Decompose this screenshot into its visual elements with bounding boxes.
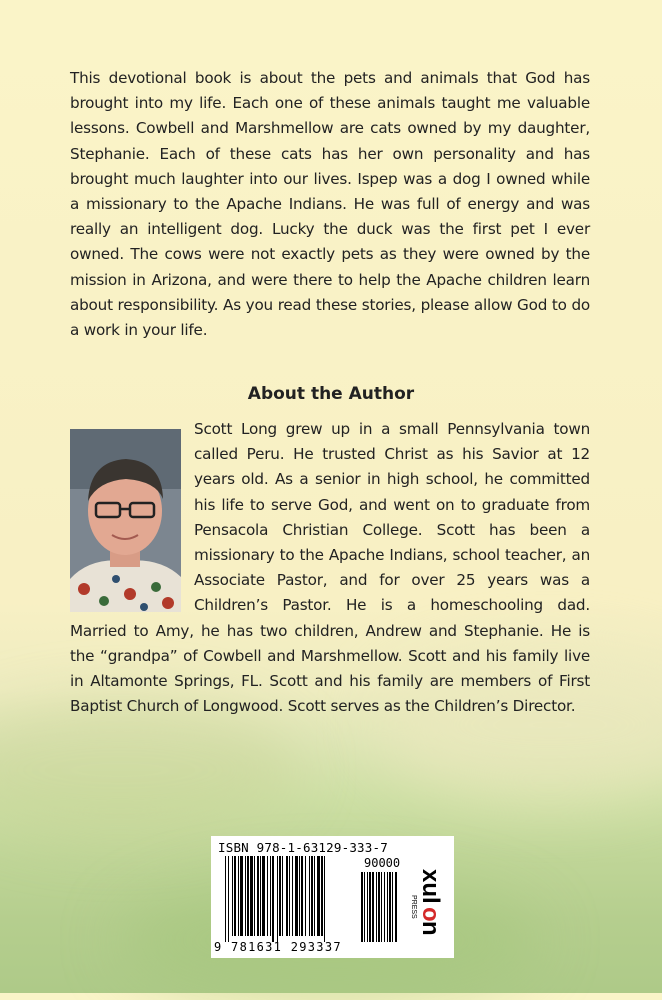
barcode-bar	[260, 856, 261, 936]
addon-barcode-bar	[381, 872, 382, 942]
price-code: 90000	[364, 856, 401, 870]
barcode-bar	[245, 856, 246, 936]
addon-barcode-bar	[364, 872, 365, 942]
intro-paragraph: This devotional book is about the pets and animals that God has brought into my life. Each one of these animals taught me valuable lessons. Cowbell and Marshmellow are cats owned by my daughter, Stephanie. Each of these cats has her own personality and has brought much laughter into our lives. Ispep was a dog I owned while a missionary to the Apache Indians. He was full of energy and was really an intelligent dog. Lucky the duck was the first pet I ever owned. The cows were not exactly pets as they were owned by the mission in Arizona, and were there to help the Apache children learn about responsibility. As you read these stories, please allow God to do a work in your life.	[70, 69, 590, 340]
ean-digits: 9 781631 293337	[214, 940, 342, 954]
barcode-bar	[250, 856, 253, 936]
barcode-bar	[282, 856, 283, 936]
barcode-bar	[238, 856, 239, 936]
addon-barcode-bar	[384, 872, 385, 942]
svg-text:PRESS: PRESS	[410, 895, 417, 919]
barcode-bar	[317, 856, 320, 936]
addon-barcode-bar	[392, 872, 393, 942]
addon-barcode-bar	[395, 872, 397, 942]
svg-text:xul: xul	[417, 869, 444, 904]
author-photo	[70, 429, 181, 612]
barcode-bar	[292, 856, 293, 936]
barcode-bar	[272, 856, 274, 942]
barcode-bar	[309, 856, 310, 936]
barcode-bar	[295, 856, 298, 936]
barcode-bar	[299, 856, 300, 936]
xulon-press-logo	[409, 856, 451, 940]
barcode-bar	[321, 856, 323, 936]
barcode-bar	[286, 856, 288, 936]
barcode-bar	[247, 856, 249, 936]
svg-text:n: n	[417, 921, 444, 936]
barcode-bar	[267, 856, 268, 936]
barcode-bar	[234, 856, 236, 936]
svg-text:o: o	[417, 907, 444, 922]
addon-barcode-bar	[378, 872, 380, 942]
barcode-bar	[254, 856, 255, 936]
barcode-bar	[277, 856, 278, 942]
author-bio: Scott Long grew up in a small Pennsylvania town called Peru. He trusted Christ as his Savior at 12 years old. As a senior in high school, he committed his life to serve God, and went on to graduate from Pensacola Christian College. Scott has been a missionary to the Apache Indians, school teacher, an Associate Pastor, and for over 25 years was a Children’s Pastor. He is a homeschooling dad. Married to Amy, he has two children, Andrew and Stephanie. He is the “grandpa” of Cowbell and Marshmellow. Scott and his family live in Altamonte Springs, FL. Scott and his family are members of First Baptist Church of Longwood. Scott serves as the Children’s Director.	[70, 420, 590, 716]
barcode-bar	[301, 856, 303, 936]
addon-barcode-bar	[389, 872, 391, 942]
barcode-bar	[289, 856, 290, 936]
barcode-label	[211, 836, 454, 958]
barcode-bar	[314, 856, 315, 936]
addon-barcode-bar	[376, 872, 377, 942]
barcode-bar	[311, 856, 313, 936]
author-portrait-illustration	[70, 429, 181, 612]
barcode-bar	[240, 856, 243, 936]
about-author-heading: About the Author	[247, 384, 415, 404]
barcode-bar	[279, 856, 281, 936]
barcode-bar	[257, 856, 259, 936]
barcode-bar	[305, 856, 306, 936]
barcode-bar	[225, 856, 226, 942]
addon-barcode-bar	[369, 872, 371, 942]
barcode-bar	[324, 856, 325, 942]
addon-barcode-bar	[387, 872, 388, 942]
addon-barcode-bar	[372, 872, 374, 942]
background-blur	[0, 700, 300, 840]
addon-barcode-bar	[361, 872, 363, 942]
barcode-bar	[228, 856, 229, 942]
barcode-bar	[232, 856, 233, 936]
barcode-bar	[262, 856, 265, 936]
author-section	[70, 417, 590, 719]
isbn-number: ISBN 978-1-63129-333-7	[218, 840, 388, 855]
barcode-bar	[270, 856, 271, 936]
addon-barcode-bar	[367, 872, 368, 942]
